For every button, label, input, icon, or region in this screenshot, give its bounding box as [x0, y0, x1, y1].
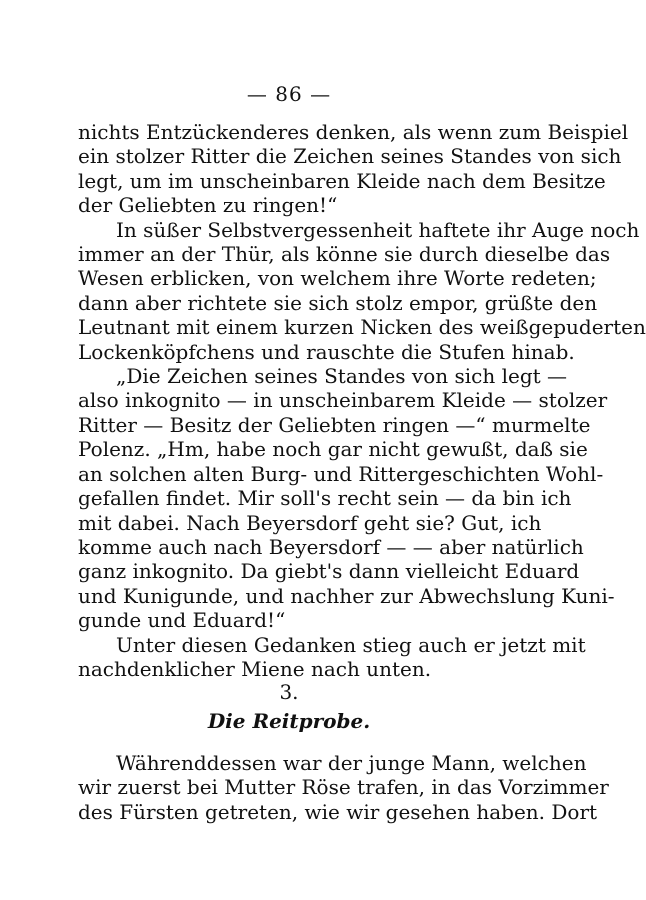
text-line: nachdenklicher Miene nach unten.	[78, 656, 432, 681]
paragraph	[78, 364, 615, 633]
page-number: — 86 —	[246, 82, 332, 106]
paragraph	[78, 120, 629, 218]
text-after-section	[78, 751, 609, 824]
text-line: In süßer Selbstvergessenheit haftete ihr Auge noch	[116, 217, 640, 242]
paragraph	[78, 751, 609, 824]
text-before-section	[78, 120, 646, 681]
text-line: mit dabei. Nach Beyersdorf geht sie? Gut, ich	[78, 510, 542, 535]
paragraph	[78, 632, 586, 682]
text-line: und Kunigunde, und nachher zur Abwechslung Kuni-	[78, 583, 615, 608]
text-line: nichts Entzückenderes denken, als wenn zum Beispiel	[78, 120, 629, 144]
text-line: Lockenköpfchens und rauschte die Stufen hinab.	[78, 339, 575, 364]
text-line: Ritter — Besitz der Geliebten ringen —“ murmelte	[78, 412, 591, 437]
section-number: 3.	[279, 680, 299, 704]
text-line: wir zuerst bei Mutter Röse trafen, in das Vorzimmer	[78, 775, 609, 800]
paragraph	[78, 217, 646, 364]
text-line: dann aber richtete sie sich stolz empor, grüßte den	[78, 290, 598, 315]
text-line: komme auch nach Beyersdorf — — aber natürlich	[78, 534, 584, 559]
text-line: Polenz. „Hm, habe noch gar nicht gewußt, daß sie	[78, 437, 588, 462]
text-line: gunde und Eduard!“	[78, 608, 286, 633]
text-line: immer an der Thür, als könne sie durch dieselbe das	[78, 242, 611, 267]
text-line: Wesen erblicken, von welchem ihre Worte redeten;	[78, 266, 597, 291]
text-line: also inkognito — in unscheinbarem Kleide — stolzer	[78, 388, 608, 413]
text-line: Währenddessen war der junge Mann, welchen	[116, 751, 587, 775]
section-title: Die Reitprobe.	[207, 709, 371, 733]
text-line: an solchen alten Burg- und Rittergeschichten Wohl-	[78, 461, 604, 486]
text-line: Unter diesen Gedanken stieg auch er jetzt mit	[116, 632, 586, 657]
text-line: ein stolzer Ritter die Zeichen seines Standes von sich	[78, 144, 622, 169]
text-line: Leutnant mit einem kurzen Nicken des weißgepuderten	[78, 315, 646, 340]
text-line: gefallen findet. Mir soll's recht sein — da bin ich	[78, 486, 572, 511]
text-line: der Geliebten zu ringen!“	[78, 193, 338, 218]
text-line: ganz inkognito. Da giebt's dann vielleicht Eduard	[78, 559, 580, 584]
text-line: des Fürsten getreten, wie wir gesehen haben. Dort	[78, 799, 598, 824]
text-line: legt, um im unscheinbaren Kleide nach dem Besitze	[78, 168, 606, 193]
text-line: „Die Zeichen seines Standes von sich legt —	[116, 364, 568, 389]
